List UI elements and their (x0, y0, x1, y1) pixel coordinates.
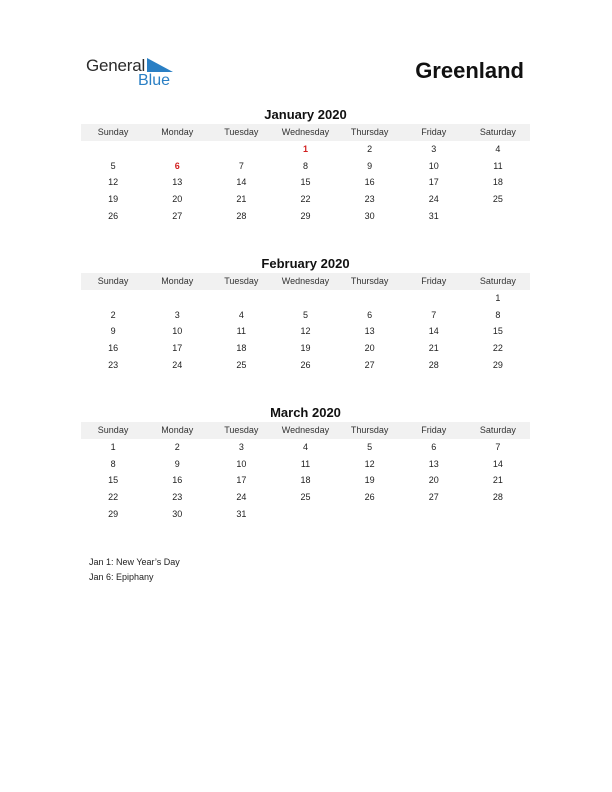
day-cell: 11 (493, 160, 503, 171)
day-cell: 27 (172, 210, 183, 221)
week-row (81, 439, 530, 456)
day-cell: 9 (174, 458, 180, 469)
month-calendar-february (81, 256, 530, 373)
day-cell: 28 (428, 359, 439, 370)
week-row (81, 158, 530, 175)
day-cell: 23 (364, 194, 375, 205)
day-cell: 30 (364, 210, 375, 221)
day-cell: 1 (110, 442, 116, 452)
month-grid (81, 290, 530, 373)
day-cell: 22 (108, 492, 119, 503)
empty-day-cell (338, 506, 402, 523)
empty-day-cell (402, 290, 466, 307)
day-cell: 11 (300, 458, 311, 469)
day-cell: 19 (364, 475, 375, 486)
day-cell: 27 (428, 492, 439, 503)
day-cell: 24 (236, 492, 247, 503)
empty-day-cell (466, 506, 530, 523)
empty-day-cell (338, 290, 402, 307)
month-grid (81, 141, 530, 224)
day-cell: 14 (236, 177, 247, 188)
day-cell: 17 (172, 343, 183, 354)
day-cell: 16 (108, 343, 119, 354)
day-cell: 3 (238, 442, 244, 452)
day-cell: 18 (236, 343, 247, 354)
weekday-label: Saturday (479, 127, 516, 137)
day-cell: 14 (492, 458, 503, 469)
day-cell: 4 (238, 309, 244, 320)
weekday-label: Monday (161, 276, 194, 286)
empty-day-cell (209, 141, 273, 158)
day-cell: 7 (495, 442, 501, 452)
day-cell: 8 (110, 458, 116, 469)
day-cell: 30 (172, 508, 183, 519)
holiday-note: Jan 1: New Year’s Day (89, 557, 180, 567)
day-cell: 12 (108, 177, 119, 188)
day-cell: 27 (364, 359, 375, 370)
day-cell: 6 (367, 309, 373, 320)
day-cell: 11 (236, 326, 247, 337)
holiday-day-cell: 1 (302, 144, 308, 154)
empty-day-cell (273, 290, 337, 307)
day-cell: 5 (367, 442, 373, 452)
day-cell: 26 (364, 492, 375, 503)
month-grid (81, 439, 530, 522)
day-cell: 10 (172, 326, 183, 337)
day-cell: 29 (492, 359, 503, 370)
day-cell: 29 (108, 508, 119, 519)
holiday-note: Jan 6: Epiphany (89, 571, 154, 582)
weekday-label: Tuesday (224, 127, 259, 137)
weekday-label: Thursday (350, 425, 389, 435)
empty-day-cell (209, 290, 273, 307)
day-cell: 6 (431, 442, 437, 452)
weekday-label: Tuesday (224, 425, 259, 435)
weekday-header-row (81, 422, 530, 439)
weekday-label: Friday (421, 127, 447, 137)
weekday-label: Sunday (97, 425, 129, 435)
weekday-label: Wednesday (281, 425, 330, 435)
day-cell: 17 (236, 475, 247, 486)
empty-day-cell (81, 141, 145, 158)
weekday-label: Saturday (479, 425, 516, 435)
day-cell: 20 (364, 343, 375, 354)
day-cell: 19 (108, 194, 119, 205)
weekday-label: Thursday (350, 127, 389, 137)
day-cell: 25 (300, 492, 311, 503)
day-cell: 5 (302, 309, 308, 320)
month-calendar-march (81, 405, 530, 522)
empty-day-cell (402, 506, 466, 523)
week-row (81, 472, 530, 489)
logo-text-general: General (86, 56, 146, 75)
logo-triangle-icon (147, 58, 173, 72)
day-cell: 19 (300, 343, 311, 354)
day-cell: 13 (364, 326, 375, 337)
day-cell: 4 (495, 144, 501, 154)
day-cell: 20 (428, 475, 439, 486)
month-title: February 2020 (261, 256, 350, 271)
weekday-label: Monday (161, 425, 194, 435)
day-cell: 8 (495, 309, 501, 320)
holiday-day-cell: 6 (174, 160, 180, 171)
empty-day-cell (466, 208, 530, 225)
week-row (81, 340, 530, 357)
weekday-label: Tuesday (224, 276, 259, 286)
day-cell: 8 (302, 160, 308, 171)
day-cell: 13 (428, 458, 439, 469)
day-cell: 18 (300, 475, 311, 486)
day-cell: 21 (428, 343, 439, 354)
empty-day-cell (145, 141, 209, 158)
week-row (81, 290, 530, 307)
day-cell: 1 (495, 293, 501, 303)
day-cell: 21 (236, 194, 247, 205)
day-cell: 15 (492, 326, 503, 337)
week-row (81, 141, 530, 158)
day-cell: 9 (367, 160, 373, 171)
month-title: January 2020 (264, 107, 347, 122)
day-cell: 16 (172, 475, 183, 486)
brand-logo (86, 56, 196, 92)
day-cell: 7 (238, 160, 244, 171)
day-cell: 23 (108, 359, 119, 370)
weekday-label: Friday (421, 276, 447, 286)
day-cell: 5 (110, 160, 116, 171)
week-row (81, 323, 530, 340)
day-cell: 4 (302, 442, 308, 452)
day-cell: 2 (174, 442, 180, 452)
day-cell: 26 (300, 359, 311, 370)
weekday-label: Sunday (97, 276, 129, 286)
day-cell: 3 (431, 144, 437, 154)
day-cell: 13 (172, 177, 183, 188)
week-row (81, 506, 530, 523)
day-cell: 31 (428, 210, 439, 221)
day-cell: 7 (431, 309, 437, 320)
country-title: Greenland (415, 58, 524, 83)
day-cell: 2 (367, 144, 373, 154)
day-cell: 21 (492, 475, 503, 486)
day-cell: 14 (428, 326, 439, 337)
day-cell: 25 (492, 194, 503, 205)
day-cell: 15 (300, 177, 311, 188)
day-cell: 28 (236, 210, 247, 221)
week-row (81, 208, 530, 225)
empty-day-cell (145, 290, 209, 307)
month-title: March 2020 (270, 405, 341, 420)
day-cell: 25 (236, 359, 247, 370)
day-cell: 23 (172, 492, 183, 503)
weekday-header-row (81, 273, 530, 290)
day-cell: 31 (236, 508, 247, 519)
weekday-label: Thursday (350, 276, 389, 286)
weekday-header-row (81, 124, 530, 141)
day-cell: 2 (110, 309, 116, 320)
day-cell: 17 (428, 177, 439, 188)
day-cell: 10 (428, 160, 439, 171)
day-cell: 22 (492, 343, 503, 354)
week-row (81, 489, 530, 506)
day-cell: 20 (172, 194, 183, 205)
day-cell: 3 (174, 309, 180, 320)
weekday-label: Monday (161, 127, 194, 137)
day-cell: 15 (108, 475, 119, 486)
week-row (81, 357, 530, 374)
day-cell: 29 (300, 210, 311, 221)
holiday-notes (89, 555, 180, 584)
week-row (81, 307, 530, 324)
day-cell: 12 (364, 458, 375, 469)
month-calendar-january (81, 107, 530, 224)
week-row (81, 456, 530, 473)
weekday-label: Saturday (479, 276, 516, 286)
empty-day-cell (81, 290, 145, 307)
day-cell: 10 (236, 458, 247, 469)
weekday-label: Friday (421, 425, 447, 435)
day-cell: 16 (364, 177, 375, 188)
logo-text-blue: Blue (138, 72, 171, 89)
week-row (81, 191, 530, 208)
weekday-label: Wednesday (281, 127, 330, 137)
weekday-label: Sunday (97, 127, 129, 137)
week-row (81, 174, 530, 191)
day-cell: 22 (300, 194, 311, 205)
day-cell: 24 (172, 359, 183, 370)
day-cell: 9 (110, 326, 116, 337)
day-cell: 28 (492, 492, 503, 503)
day-cell: 26 (108, 210, 119, 221)
day-cell: 18 (492, 177, 503, 188)
empty-day-cell (273, 506, 337, 523)
day-cell: 12 (300, 326, 311, 337)
day-cell: 24 (428, 194, 439, 205)
weekday-label: Wednesday (281, 276, 330, 286)
